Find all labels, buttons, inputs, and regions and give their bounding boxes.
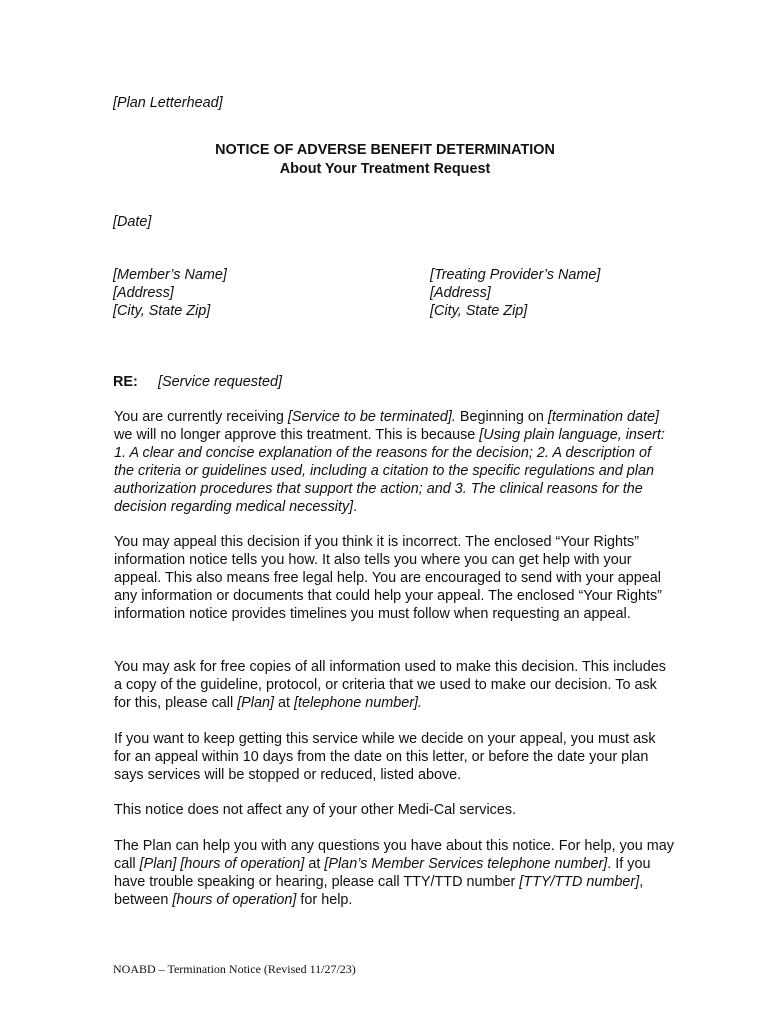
- member-name: [Member’s Name]: [113, 267, 227, 283]
- body-text: If you want to keep getting this service while we decide on your appeal, you must ask for an appeal within 10 days from the date on this letter, or before the date your plan says services will be stopped or reduced, listed above.: [114, 731, 656, 783]
- provider-address: [Address]: [430, 285, 491, 301]
- body-text: You are currently receiving: [114, 409, 288, 425]
- body-text: You may ask for free copies of all information used to make this decision. This includes a copy of the guideline, protocol, or criteria that we used to make our decision. To ask for this, please call: [114, 659, 666, 711]
- body-text: The Plan can help you with any questions you have about this notice. For help, you may call: [114, 838, 674, 872]
- provider-city: [City, State Zip]: [430, 303, 528, 319]
- member-address-block: [113, 266, 227, 320]
- body-text: at: [304, 856, 325, 872]
- provider-name: [Treating Provider’s Name]: [430, 267, 601, 283]
- placeholder-text: [hours of operation]: [172, 892, 297, 908]
- page-title: NOTICE OF ADVERSE BENEFIT DETERMINATION: [215, 142, 555, 158]
- paragraph-free-copies: [114, 658, 674, 712]
- letter-date: [Date]: [113, 214, 152, 230]
- placeholder-text: [Service to be terminated].: [287, 409, 456, 425]
- body-text: .: [353, 499, 358, 515]
- body-text: , between: [114, 874, 644, 908]
- paragraph-continue-service: [114, 730, 674, 784]
- body-text: for help.: [296, 892, 353, 908]
- re-value: [Service requested]: [158, 374, 282, 390]
- placeholder-text: [Plan]: [237, 695, 274, 711]
- body-text: This notice does not affect any of your other Medi-Cal services.: [114, 802, 517, 818]
- page-subtitle: About Your Treatment Request: [279, 161, 491, 177]
- body-text: at: [274, 695, 294, 711]
- paragraph-appeal-rights: [114, 533, 674, 623]
- member-city: [City, State Zip]: [113, 303, 211, 319]
- placeholder-text: [Plan’s Member Services telephone number]: [324, 856, 608, 872]
- placeholder-text: [termination date]: [547, 409, 660, 425]
- placeholder-text: [TTY/TTD number]: [519, 874, 640, 890]
- provider-address-block: [430, 266, 600, 320]
- paragraph-help: [114, 837, 674, 909]
- body-text: . If you have trouble speaking or hearing, please call TTY/TTD number: [114, 856, 651, 890]
- member-address: [Address]: [113, 285, 174, 301]
- footer-revision: NOABD – Termination Notice (Revised 11/27/23): [113, 962, 356, 976]
- body-text: Beginning on: [455, 409, 548, 425]
- placeholder-text: [telephone number].: [294, 695, 423, 711]
- paragraph-termination: [114, 408, 674, 516]
- placeholder-text: [Plan] [hours of operation]: [139, 856, 305, 872]
- paragraph-other-services: [114, 801, 674, 819]
- plan-letterhead: [Plan Letterhead]: [113, 95, 223, 111]
- placeholder-text: [Using plain language, insert: 1. A clear and concise explanation of the reasons for the decision; 2. A description of the criteria or guidelines used, including a citation to the specific regulations and plan authorization procedures that support the action; and 3. The clinical reasons for the decision regarding medical necessity]: [114, 427, 665, 515]
- re-label: RE:: [113, 374, 138, 390]
- body-text: we will no longer approve this treatment. This is because: [114, 427, 480, 443]
- body-text: You may appeal this decision if you think it is incorrect. The enclosed “Your Rights” information notice tells you how. It also tells you where you can get help with your appeal. This also means free legal help. You are encouraged to send with your appeal any information or documents that could help your appeal. The enclosed “Your Rights” information notice provides timelines you must follow when requesting an appeal.: [114, 534, 662, 622]
